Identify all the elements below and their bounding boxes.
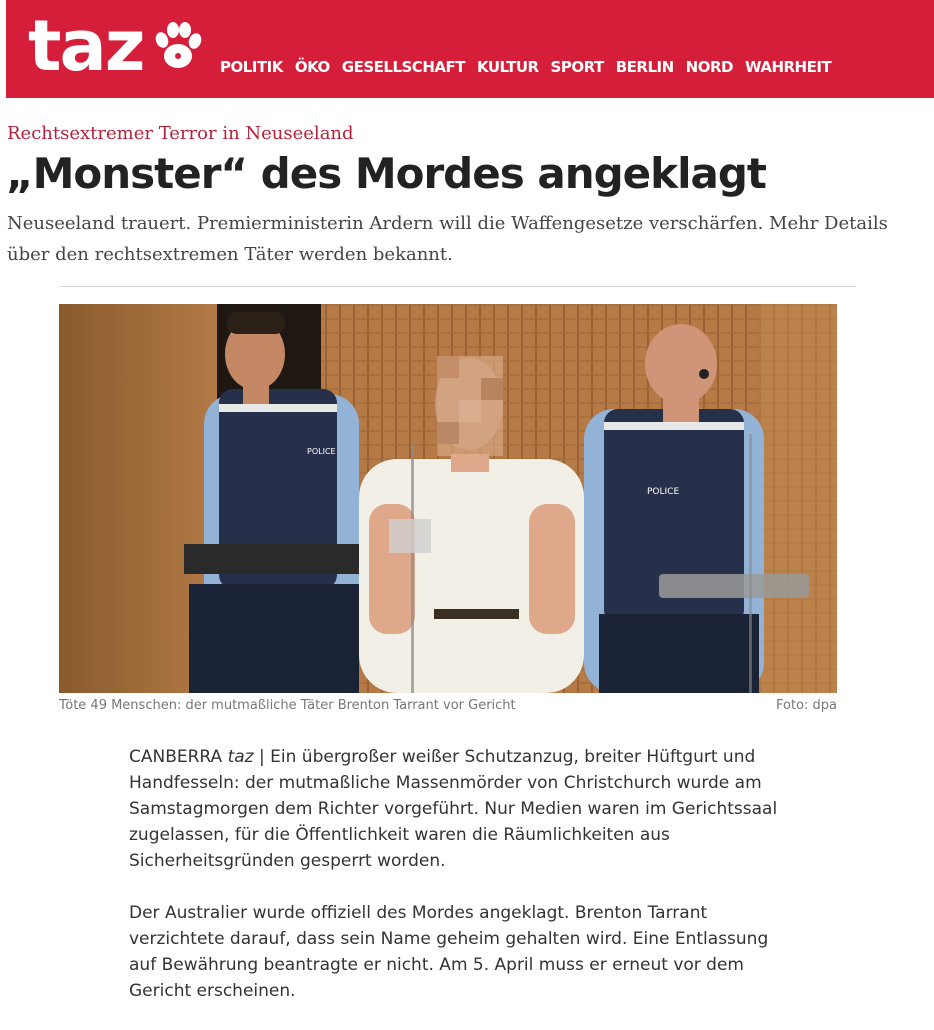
article-photo[interactable] [59,304,837,693]
site-header [6,0,934,98]
dateline-separator: | [253,747,271,767]
article-body [129,744,789,1030]
photo-caption: Töte 49 Menschen: der mutmaßliche Täter Brenton Tarrant vor Gericht [59,698,516,713]
nav-item-gesellschaft[interactable]: GESELLSCHAFT [341,58,465,76]
photo-credit: Foto: dpa [775,698,837,713]
nav-item-berlin[interactable]: BERLIN [615,58,674,76]
paragraph-1-text: Ein übergroßer weißer Schutzanzug, breiter Hüftgurt und Handfesseln: der mutmaßliche Massenmörder von Christchurch wurde am Samstagmorgen dem Richter vorgeführt. Nur Medien waren im Gerichtssaal zugelassen, für die Öffentlichkeit waren die Räumlichkeiten aus Sicherheitsgründen gesperrt worden. [129,747,778,871]
source-tag: taz [227,747,254,767]
article-lead: Neuseeland trauert. Premierministerin Ardern will die Waffengesetze verschärfen. Mehr Details über den rechtsextremen Täter werden bekannt. [7,213,888,265]
body-paragraph-1 [129,744,789,874]
site-logo[interactable]: taz [28,5,144,87]
courtroom-photo-illustration [59,304,837,693]
body-paragraph-2: Der Australier wurde offiziell des Mordes angeklagt. Brenton Tarrant verzichtete darauf, dass sein Name geheim gehalten wird. Eine Entlassung auf Bewährung beantragte er nicht. Am 5. April muss er erneut vor dem Gericht erscheinen. [129,903,769,1001]
police-badge-left: POLICE [307,447,336,456]
nav-item-oeko[interactable]: ÖKO [294,58,330,76]
nav-item-kultur[interactable]: KULTUR [476,58,539,76]
main-nav [220,58,843,76]
nav-item-sport[interactable]: SPORT [550,58,604,76]
article-kicker: Rechtsextremer Terror in Neuseeland [7,123,354,144]
dateline: CANBERRA [129,747,223,767]
article-headline: „Monster“ des Mordes angeklagt [6,149,766,198]
nav-item-nord[interactable]: NORD [685,58,733,76]
photo-caption-row [59,698,837,713]
nav-item-wahrheit[interactable]: WAHRHEIT [744,58,832,76]
nav-item-politik[interactable]: POLITIK [220,58,283,76]
divider [59,286,856,287]
paw-logo-icon[interactable] [154,20,202,72]
police-badge-right: POLICE [647,487,680,497]
